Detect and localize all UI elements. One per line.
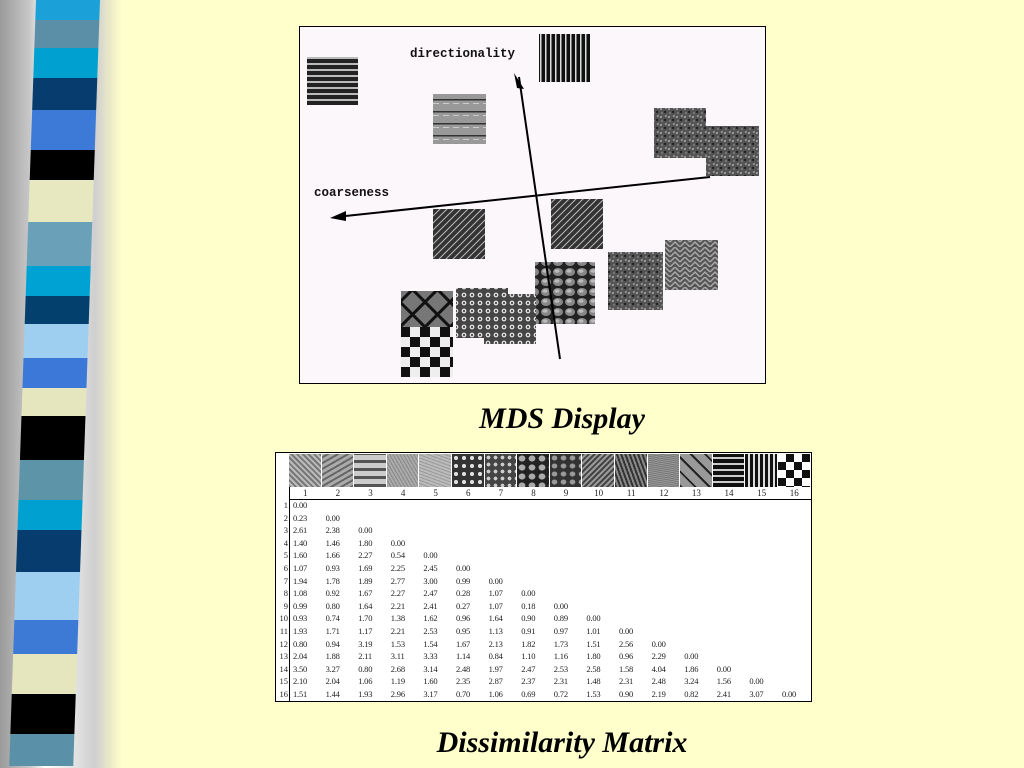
matrix-cell: 0.97 xyxy=(553,626,568,636)
matrix-cell: 1.94 xyxy=(293,575,308,586)
texture-bark-2 xyxy=(608,252,663,310)
matrix-cell: 2.77 xyxy=(390,575,405,586)
matrix-cell: 2.21 xyxy=(390,600,405,611)
matrix-cell: 0.00 xyxy=(521,588,536,599)
matrix-texture-thumbnail xyxy=(452,454,485,487)
stripe-block xyxy=(12,654,77,694)
matrix-cell: 2.96 xyxy=(390,689,405,699)
matrix-cell: 0.89 xyxy=(553,613,568,624)
matrix-cell: 2.04 xyxy=(293,651,308,662)
matrix-cell: 0.82 xyxy=(684,689,699,699)
matrix-row-header xyxy=(276,499,290,701)
matrix-cell: 0.28 xyxy=(456,588,471,599)
matrix-cell: 0.00 xyxy=(782,689,797,699)
stripe-block xyxy=(30,150,95,180)
matrix-texture-thumbnail xyxy=(713,454,746,487)
matrix-column-header xyxy=(289,487,811,500)
matrix-corner xyxy=(276,454,290,499)
matrix-cell: 0.00 xyxy=(684,651,699,662)
matrix-cell: 0.69 xyxy=(521,689,536,699)
matrix-cell: 0.80 xyxy=(358,663,373,674)
matrix-cell: 0.92 xyxy=(325,588,340,599)
matrix-cell: 1.54 xyxy=(423,638,438,649)
matrix-row-number: 6 xyxy=(283,563,288,573)
matrix-cell: 2.48 xyxy=(456,663,471,674)
matrix-cell: 3.14 xyxy=(423,663,438,674)
matrix-cell: 1.93 xyxy=(358,689,373,699)
matrix-cell: 1.67 xyxy=(358,588,373,599)
matrix-cell: 1.86 xyxy=(684,663,699,674)
stripe-block xyxy=(22,358,87,388)
matrix-cell: 1.70 xyxy=(358,613,373,624)
matrix-texture-thumbnail xyxy=(615,454,648,487)
matrix-cell: 0.70 xyxy=(456,689,471,699)
matrix-column-number: 15 xyxy=(757,488,767,498)
matrix-texture-thumbnail xyxy=(387,454,420,487)
matrix-cell: 1.13 xyxy=(488,626,503,636)
matrix-cell: 1.97 xyxy=(488,663,503,674)
matrix-row-number: 8 xyxy=(283,588,288,599)
matrix-cell: 2.25 xyxy=(390,563,405,573)
matrix-row-number: 11 xyxy=(279,626,288,636)
matrix-cell: 1.64 xyxy=(488,613,503,624)
matrix-cell: 2.31 xyxy=(619,676,634,687)
matrix-cell: 3.50 xyxy=(293,663,308,674)
matrix-texture-thumbnail xyxy=(289,454,322,487)
matrix-cell: 1.67 xyxy=(456,638,471,649)
matrix-row-number: 13 xyxy=(279,651,288,662)
matrix-cell: 1.44 xyxy=(325,689,340,699)
matrix-cell: 3.33 xyxy=(423,651,438,662)
matrix-cell: 3.19 xyxy=(358,638,373,649)
matrix-cell: 0.00 xyxy=(358,525,373,536)
matrix-cell: 1.01 xyxy=(586,626,601,636)
matrix-cell: 2.61 xyxy=(293,525,308,536)
matrix-texture-thumbnail xyxy=(648,454,681,487)
matrix-cell: 0.54 xyxy=(390,550,405,561)
matrix-row-number: 14 xyxy=(279,663,288,674)
texture-straw xyxy=(433,209,485,259)
matrix-texture-thumbnail xyxy=(550,454,583,487)
matrix-cell: 0.18 xyxy=(521,600,536,611)
stripe-block xyxy=(26,266,91,296)
matrix-cell: 2.87 xyxy=(488,676,503,687)
matrix-cell: 0.84 xyxy=(488,651,503,662)
matrix-cell: 1.51 xyxy=(293,689,308,699)
matrix-column-number: 5 xyxy=(433,488,438,498)
matrix-texture-thumbnail xyxy=(419,454,452,487)
dissimilarity-matrix xyxy=(275,452,812,702)
stripe-block xyxy=(35,0,100,20)
matrix-cell: 0.80 xyxy=(293,638,308,649)
coarseness-axis-arrowhead xyxy=(330,211,346,221)
matrix-cell: 1.89 xyxy=(358,575,373,586)
matrix-cell: 1.40 xyxy=(293,537,308,548)
matrix-cell: 0.00 xyxy=(390,537,405,548)
matrix-column-number: 7 xyxy=(498,488,504,498)
matrix-row-number: 2 xyxy=(283,512,288,523)
matrix-cell: 1.10 xyxy=(521,651,536,662)
matrix-cell: 1.56 xyxy=(716,676,731,687)
texture-rough-fabric xyxy=(706,126,759,176)
matrix-cell: 4.04 xyxy=(651,663,666,674)
matrix-cell: 1.07 xyxy=(488,600,503,611)
stripe-block xyxy=(32,78,97,110)
matrix-cell: 1.48 xyxy=(586,676,601,687)
matrix-texture-thumbnail xyxy=(485,454,518,487)
texture-pebbles xyxy=(535,262,595,324)
directionality-axis-arrowhead xyxy=(514,73,524,89)
matrix-texture-thumbnail xyxy=(322,454,355,487)
matrix-cell: 0.99 xyxy=(293,600,308,611)
matrix-column-number: 8 xyxy=(531,488,536,498)
matrix-cell: 1.60 xyxy=(423,676,438,687)
matrix-column-number: 12 xyxy=(659,488,669,498)
matrix-cell: 2.37 xyxy=(521,676,536,687)
matrix-cell: 3.11 xyxy=(390,651,405,662)
matrix-cell: 3.17 xyxy=(423,689,438,699)
matrix-cell: 1.58 xyxy=(619,663,634,674)
matrix-cell: 2.10 xyxy=(293,676,308,687)
matrix-row-number: 16 xyxy=(279,689,288,699)
stripe-block xyxy=(31,110,96,150)
matrix-cell: 2.31 xyxy=(553,676,568,687)
matrix-cell: 0.00 xyxy=(553,600,568,611)
matrix-column-number: 4 xyxy=(400,488,406,498)
matrix-row-number: 5 xyxy=(283,550,288,561)
texture-grass xyxy=(551,199,603,249)
matrix-cell: 2.48 xyxy=(651,676,666,687)
matrix-cell: 1.19 xyxy=(390,676,405,687)
matrix-cell: 1.38 xyxy=(390,613,405,624)
matrix-cell: 1.93 xyxy=(293,626,308,636)
matrix-cell: 2.38 xyxy=(325,525,340,536)
matrix-cell: 3.00 xyxy=(423,575,438,586)
matrix-cell: 0.74 xyxy=(325,613,340,624)
matrix-cell: 0.00 xyxy=(423,550,438,561)
matrix-cell: 0.72 xyxy=(553,689,568,699)
matrix-cell: 0.80 xyxy=(325,600,340,611)
matrix-cell: 1.53 xyxy=(390,638,405,649)
matrix-cell: 2.47 xyxy=(521,663,536,674)
matrix-cell: 1.88 xyxy=(325,651,340,662)
texture-wood-planks xyxy=(433,94,486,144)
matrix-texture-thumbnail xyxy=(778,454,811,487)
matrix-cell: 2.68 xyxy=(390,663,405,674)
matrix-column-number: 14 xyxy=(724,488,734,498)
matrix-cell: 0.90 xyxy=(619,689,634,699)
coarseness-axis-label: coarseness xyxy=(314,186,390,200)
mds-figure xyxy=(299,26,766,384)
stripe-block xyxy=(27,222,93,266)
matrix-cell: 1.06 xyxy=(358,676,373,687)
matrix-cell: 3.27 xyxy=(325,663,340,674)
matrix-texture-thumbnail xyxy=(354,454,387,487)
matrix-texture-thumbnail xyxy=(745,454,778,487)
matrix-cell: 2.41 xyxy=(423,600,438,611)
matrix-caption: Dissimilarity Matrix xyxy=(436,726,688,759)
stripe-block xyxy=(14,572,80,620)
matrix-cell: 1.82 xyxy=(521,638,536,649)
matrix-cell: 1.80 xyxy=(586,651,601,662)
stripe-block xyxy=(16,530,81,572)
texture-raffia-2 xyxy=(484,294,536,344)
matrix-cell: 1.16 xyxy=(553,651,568,662)
matrix-cell: 0.96 xyxy=(619,651,634,662)
matrix-cell: 0.94 xyxy=(325,638,340,649)
matrix-cell: 1.80 xyxy=(358,537,373,548)
matrix-cell: 0.00 xyxy=(325,512,340,523)
matrix-cell: 0.00 xyxy=(619,626,634,636)
matrix-cell: 2.21 xyxy=(390,626,405,636)
matrix-row-number: 10 xyxy=(279,613,288,624)
matrix-cell: 1.46 xyxy=(325,537,340,548)
matrix-cell: 2.29 xyxy=(651,651,666,662)
mds-caption: MDS Display xyxy=(479,402,645,435)
texture-checkerboard xyxy=(401,327,453,377)
matrix-cell: 3.07 xyxy=(749,689,764,699)
matrix-cell: 2.56 xyxy=(619,638,634,649)
stripe-block xyxy=(19,460,84,500)
matrix-texture-thumbnail xyxy=(582,454,615,487)
matrix-cell: 2.11 xyxy=(358,651,372,662)
matrix-cell: 2.45 xyxy=(423,563,438,573)
matrix-cell: 3.24 xyxy=(684,676,699,687)
matrix-cell: 0.00 xyxy=(586,613,601,624)
matrix-cell: 1.06 xyxy=(488,689,503,699)
matrix-cell: 2.04 xyxy=(325,676,340,687)
matrix-column-number: 3 xyxy=(368,488,373,498)
matrix-cell: 1.73 xyxy=(553,638,568,649)
texture-herringbone xyxy=(665,240,718,290)
texture-horizontal-stripes xyxy=(307,57,358,105)
matrix-row-number: 12 xyxy=(279,638,288,649)
matrix-column-number: 16 xyxy=(789,488,799,498)
matrix-column-number: 9 xyxy=(563,488,569,498)
matrix-cell: 0.93 xyxy=(325,563,340,573)
stripe-block xyxy=(34,20,99,48)
matrix-cell: 1.78 xyxy=(325,575,340,586)
matrix-cell: 0.00 xyxy=(456,563,471,573)
coarseness-axis-line xyxy=(336,177,710,217)
matrix-cell: 0.95 xyxy=(456,626,471,636)
matrix-cell: 2.19 xyxy=(651,689,666,699)
matrix-cell: 2.41 xyxy=(716,689,731,699)
matrix-cell: 2.53 xyxy=(423,626,438,636)
matrix-column-number: 2 xyxy=(335,488,341,498)
matrix-cell: 0.23 xyxy=(293,512,308,523)
matrix-cell: 1.07 xyxy=(293,563,308,573)
matrix-cell: 2.53 xyxy=(553,663,568,674)
matrix-row-number: 4 xyxy=(283,537,288,548)
matrix-cell: 0.00 xyxy=(293,500,308,510)
matrix-row-number: 1 xyxy=(283,500,288,510)
matrix-cell: 1.64 xyxy=(358,600,373,611)
stripe-block xyxy=(28,180,93,222)
matrix-cell: 1.17 xyxy=(358,626,373,636)
matrix-cell: 2.27 xyxy=(358,550,373,561)
matrix-cell: 1.69 xyxy=(358,563,373,573)
matrix-row-number: 15 xyxy=(279,676,288,687)
matrix-row-number: 3 xyxy=(283,525,288,536)
matrix-cell: 2.13 xyxy=(488,638,503,649)
stripe-block xyxy=(17,500,82,530)
matrix-cell: 1.53 xyxy=(586,689,601,699)
matrix-cell: 0.27 xyxy=(456,600,471,611)
matrix-cell: 0.99 xyxy=(456,575,471,586)
mds-axes xyxy=(300,27,765,383)
matrix-column-number: 6 xyxy=(466,488,471,498)
matrix-cell: 1.66 xyxy=(325,550,340,561)
matrix-texture-thumbnail xyxy=(680,454,713,487)
stripe-block xyxy=(23,324,88,358)
matrix-cell: 1.08 xyxy=(293,588,308,599)
matrix-cell: 0.00 xyxy=(651,638,666,649)
matrix-row-number: 7 xyxy=(283,575,288,586)
matrix-cell: 0.93 xyxy=(293,613,308,624)
matrix-cell: 0.00 xyxy=(749,676,764,687)
matrix-cell: 2.58 xyxy=(586,663,601,674)
matrix-cell: 2.47 xyxy=(423,588,438,599)
stripe-block xyxy=(13,620,78,654)
matrix-cell: 0.00 xyxy=(488,575,503,586)
matrix-texture-thumbnails xyxy=(289,454,811,487)
texture-bark xyxy=(654,108,706,158)
directionality-axis-label: directionality xyxy=(410,47,516,61)
matrix-cell: 1.71 xyxy=(325,626,340,636)
matrix-cell: 1.62 xyxy=(423,613,438,624)
matrix-cell: 0.91 xyxy=(521,626,536,636)
matrix-cell: 0.96 xyxy=(456,613,471,624)
stripe-block xyxy=(33,48,98,78)
matrix-cell: 2.27 xyxy=(390,588,405,599)
matrix-cell: 2.35 xyxy=(456,676,471,687)
matrix-column-number: 10 xyxy=(594,488,604,498)
matrix-column-number: 1 xyxy=(303,488,308,498)
matrix-cell: 0.90 xyxy=(521,613,536,624)
texture-vertical-stripes xyxy=(539,34,590,82)
matrix-cell: 1.51 xyxy=(586,638,601,649)
matrix-cell: 1.07 xyxy=(488,588,503,599)
matrix-cell: 1.14 xyxy=(456,651,471,662)
matrix-column-number: 11 xyxy=(626,488,636,498)
matrix-cell: 0.00 xyxy=(716,663,731,674)
matrix-column-number: 13 xyxy=(691,488,701,498)
matrix-row-number: 9 xyxy=(283,600,288,611)
matrix-cell: 1.60 xyxy=(293,550,308,561)
stripe-block xyxy=(25,296,90,324)
matrix-texture-thumbnail xyxy=(517,454,550,487)
